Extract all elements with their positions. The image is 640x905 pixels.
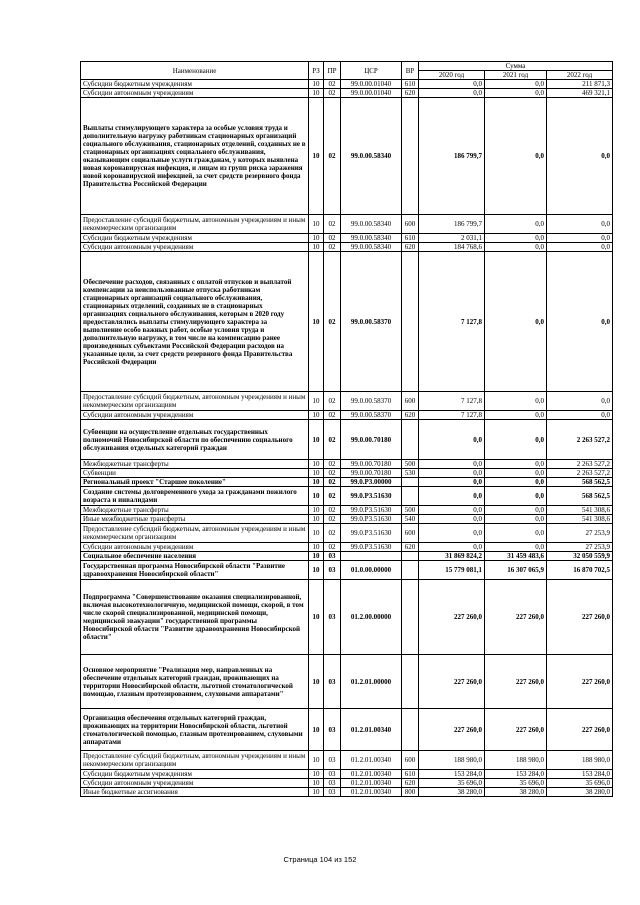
row-csr: 01.2.01.00340 bbox=[341, 709, 402, 751]
row-value-2021: 0,0 bbox=[485, 392, 547, 411]
row-pr: 02 bbox=[324, 234, 341, 243]
row-rz: 10 bbox=[309, 89, 324, 98]
row-csr: 01.2.01.00340 bbox=[341, 751, 402, 770]
row-name: Предоставление субсидий бюджетным, автономным учреждениям и иным некоммерческим организациям bbox=[81, 751, 309, 770]
row-name: Социальное обеспечение населения bbox=[81, 552, 309, 561]
row-rz: 10 bbox=[309, 215, 324, 234]
row-name: Основное мероприятие "Реализация мер, направленных на обеспечение отдельных категорий граждан, проживающих на территории Новосибирской области, льготной стоматологической помощью, глазным протезированием, слуховыми аппаратами" bbox=[81, 655, 309, 709]
row-value-2020: 7 127,8 bbox=[419, 392, 485, 411]
row-value-2020: 188 980,0 bbox=[419, 751, 485, 770]
row-csr: 99.0.00.70180 bbox=[341, 420, 402, 460]
row-vr: 610 bbox=[402, 770, 419, 779]
table-row bbox=[81, 561, 613, 580]
row-value-2021: 0,0 bbox=[485, 252, 547, 392]
row-vr: 620 bbox=[402, 89, 419, 98]
row-vr bbox=[402, 655, 419, 709]
table-row bbox=[81, 392, 613, 411]
row-value-2022: 0,0 bbox=[547, 243, 613, 252]
row-name: Субсидии автономным учреждениям bbox=[81, 543, 309, 552]
table-header bbox=[81, 62, 613, 80]
row-name: Межбюджетные трансферты bbox=[81, 460, 309, 469]
row-value-2020: 15 779 081,1 bbox=[419, 561, 485, 580]
row-csr: 99.0.00.58340 bbox=[341, 215, 402, 234]
row-csr bbox=[341, 552, 402, 561]
row-value-2022: 2 263 527,2 bbox=[547, 469, 613, 478]
row-pr: 02 bbox=[324, 515, 341, 524]
row-csr: 01.2.01.00340 bbox=[341, 779, 402, 788]
row-value-2021: 0,0 bbox=[485, 98, 547, 215]
table-row bbox=[81, 80, 613, 89]
table-row bbox=[81, 515, 613, 524]
row-name: Предоставление субсидий бюджетным, автономным учреждениям и иным некоммерческим организациям bbox=[81, 524, 309, 543]
row-vr: 800 bbox=[402, 788, 419, 797]
row-value-2020: 31 869 824,2 bbox=[419, 552, 485, 561]
row-rz: 10 bbox=[309, 478, 324, 487]
row-rz: 10 bbox=[309, 487, 324, 506]
row-rz: 10 bbox=[309, 460, 324, 469]
row-value-2021: 0,0 bbox=[485, 487, 547, 506]
header-name: Наименование bbox=[81, 62, 309, 80]
row-vr: 620 bbox=[402, 779, 419, 788]
table-row bbox=[81, 779, 613, 788]
row-value-2021: 0,0 bbox=[485, 411, 547, 420]
row-value-2021: 0,0 bbox=[485, 460, 547, 469]
budget-table-sheet bbox=[80, 61, 612, 797]
row-value-2021: 188 980,0 bbox=[485, 751, 547, 770]
row-value-2022: 0,0 bbox=[547, 252, 613, 392]
row-value-2020: 0,0 bbox=[419, 478, 485, 487]
row-csr: 99.0.P3.00000 bbox=[341, 478, 402, 487]
row-csr: 99.0.00.58340 bbox=[341, 234, 402, 243]
row-name: Обеспечение расходов, связанных с оплатой отпусков и выплатой компенсации за неиспользованные отпуска работникам стационарных организаций социального обслуживания, стационарных отделений, созданных не в стационарных организациях социального обслуживания, которым в 2020 году предоставлялись выплаты стимулирующего характера за выполнение особо важных работ, особые условия труда и дополнительную нагрузку, в том числе на компенсацию ранее произведенных субъектами Российской Федерации расходов на указанные цели, за счет средств резервного фонда Правительства Российской Федерации bbox=[81, 252, 309, 392]
row-value-2022: 568 562,5 bbox=[547, 487, 613, 506]
header-pr: ПР bbox=[324, 62, 341, 80]
table-row bbox=[81, 478, 613, 487]
row-rz: 10 bbox=[309, 392, 324, 411]
row-value-2020: 0,0 bbox=[419, 543, 485, 552]
row-vr: 500 bbox=[402, 506, 419, 515]
row-rz: 10 bbox=[309, 469, 324, 478]
header-2021: 2021 год bbox=[485, 71, 547, 80]
row-csr: 01.0.00.00000 bbox=[341, 561, 402, 580]
row-pr: 02 bbox=[324, 506, 341, 515]
row-value-2022: 2 263 527,2 bbox=[547, 460, 613, 469]
row-name: Субсидии бюджетным учреждениям bbox=[81, 234, 309, 243]
table-row bbox=[81, 215, 613, 234]
row-pr: 03 bbox=[324, 788, 341, 797]
row-value-2022: 27 253,9 bbox=[547, 524, 613, 543]
row-pr: 02 bbox=[324, 524, 341, 543]
row-value-2020: 227 260,0 bbox=[419, 655, 485, 709]
row-value-2022: 211 871,3 bbox=[547, 80, 613, 89]
row-value-2021: 153 284,0 bbox=[485, 770, 547, 779]
table-row bbox=[81, 770, 613, 779]
row-name: Субсидии автономным учреждениям bbox=[81, 243, 309, 252]
row-pr: 02 bbox=[324, 243, 341, 252]
row-name: Подпрограмма "Совершенствование оказания специализированной, включая высокотехнологичную, медицинской помощи, скорой, в том числе скорой специализированной, медицинской помощи, медицинской эвакуации" государственной программы Новосибирской области "Развитие здравоохранения Новосибирской области" bbox=[81, 580, 309, 655]
row-value-2021: 227 260,0 bbox=[485, 655, 547, 709]
row-rz: 10 bbox=[309, 655, 324, 709]
row-name: Иные бюджетные ассигнования bbox=[81, 788, 309, 797]
header-2022: 2022 год bbox=[547, 71, 613, 80]
row-value-2020: 0,0 bbox=[419, 420, 485, 460]
row-csr: 99.0.P3.51630 bbox=[341, 524, 402, 543]
row-vr: 500 bbox=[402, 460, 419, 469]
row-value-2021: 0,0 bbox=[485, 89, 547, 98]
row-rz: 10 bbox=[309, 770, 324, 779]
row-rz: 10 bbox=[309, 580, 324, 655]
row-value-2022: 227 260,0 bbox=[547, 709, 613, 751]
row-rz: 10 bbox=[309, 561, 324, 580]
row-name: Выплаты стимулирующего характера за особые условия труда и дополнительную нагрузку работникам стационарных организаций социального обслуживания, стационарных отделений, созданных не в стационарных организациях социального обслуживания, оказывающим социальные услуги гражданам, у которых выявлена новая коронавирусная инфекция, и лицам из групп риска заражения новой коронавирусной инфекцией, за счет средств резервного фонда Правительства Российской Федерации bbox=[81, 98, 309, 215]
row-value-2022: 568 562,5 bbox=[547, 478, 613, 487]
row-pr: 03 bbox=[324, 552, 341, 561]
row-name: Иные межбюджетные трансферты bbox=[81, 515, 309, 524]
row-name: Субсидии бюджетным учреждениям bbox=[81, 80, 309, 89]
row-value-2021: 0,0 bbox=[485, 478, 547, 487]
row-pr: 03 bbox=[324, 709, 341, 751]
row-value-2021: 35 696,0 bbox=[485, 779, 547, 788]
header-2020: 2020 год bbox=[419, 71, 485, 80]
row-csr: 99.0.00.01040 bbox=[341, 80, 402, 89]
row-value-2022: 2 263 527,2 bbox=[547, 420, 613, 460]
table-row bbox=[81, 252, 613, 392]
row-csr: 99.0.00.58370 bbox=[341, 411, 402, 420]
row-value-2021: 0,0 bbox=[485, 80, 547, 89]
row-value-2020: 227 260,0 bbox=[419, 580, 485, 655]
table-row bbox=[81, 460, 613, 469]
row-csr: 99.0.00.70180 bbox=[341, 469, 402, 478]
row-rz: 10 bbox=[309, 524, 324, 543]
row-value-2020: 0,0 bbox=[419, 515, 485, 524]
header-vr: ВР bbox=[402, 62, 419, 80]
row-name: Субсидии автономным учреждениям bbox=[81, 89, 309, 98]
table-row bbox=[81, 487, 613, 506]
row-rz: 10 bbox=[309, 515, 324, 524]
row-pr: 02 bbox=[324, 252, 341, 392]
row-value-2022: 27 253,9 bbox=[547, 543, 613, 552]
row-pr: 03 bbox=[324, 751, 341, 770]
row-vr bbox=[402, 709, 419, 751]
row-pr: 03 bbox=[324, 770, 341, 779]
row-vr: 540 bbox=[402, 515, 419, 524]
row-value-2021: 0,0 bbox=[485, 234, 547, 243]
row-pr: 02 bbox=[324, 469, 341, 478]
budget-table bbox=[80, 61, 613, 797]
page-number: Страница 104 из 152 bbox=[283, 855, 357, 864]
row-pr: 03 bbox=[324, 779, 341, 788]
row-value-2020: 227 260,0 bbox=[419, 709, 485, 751]
row-value-2021: 227 260,0 bbox=[485, 709, 547, 751]
row-vr: 620 bbox=[402, 243, 419, 252]
row-pr: 02 bbox=[324, 89, 341, 98]
row-vr bbox=[402, 420, 419, 460]
row-rz: 10 bbox=[309, 243, 324, 252]
row-value-2022: 16 870 702,5 bbox=[547, 561, 613, 580]
row-value-2022: 0,0 bbox=[547, 411, 613, 420]
row-vr bbox=[402, 552, 419, 561]
row-csr: 01.2.00.00000 bbox=[341, 580, 402, 655]
row-value-2020: 2 031,1 bbox=[419, 234, 485, 243]
row-value-2020: 153 284,0 bbox=[419, 770, 485, 779]
row-value-2021: 0,0 bbox=[485, 420, 547, 460]
row-name: Организация обеспечения отдельных категорий граждан, проживающих на территории Новосибирской области, льготной стоматологической помощью, глазным протезированием, слуховыми аппаратами bbox=[81, 709, 309, 751]
table-row bbox=[81, 543, 613, 552]
row-vr bbox=[402, 252, 419, 392]
row-value-2021: 0,0 bbox=[485, 543, 547, 552]
row-value-2021: 31 459 483,6 bbox=[485, 552, 547, 561]
table-row bbox=[81, 655, 613, 709]
row-pr: 02 bbox=[324, 98, 341, 215]
row-name: Субвенции bbox=[81, 469, 309, 478]
table-row bbox=[81, 524, 613, 543]
row-value-2020: 186 799,7 bbox=[419, 215, 485, 234]
row-vr: 600 bbox=[402, 215, 419, 234]
row-value-2022: 153 284,0 bbox=[547, 770, 613, 779]
row-value-2020: 0,0 bbox=[419, 89, 485, 98]
row-value-2022: 0,0 bbox=[547, 215, 613, 234]
row-vr: 600 bbox=[402, 392, 419, 411]
row-pr: 03 bbox=[324, 580, 341, 655]
row-name: Субсидии автономным учреждениям bbox=[81, 411, 309, 420]
row-value-2021: 0,0 bbox=[485, 469, 547, 478]
row-value-2020: 184 768,6 bbox=[419, 243, 485, 252]
header-csr: ЦСР bbox=[341, 62, 402, 80]
table-row bbox=[81, 243, 613, 252]
row-csr: 01.2.01.00340 bbox=[341, 770, 402, 779]
row-value-2021: 227 260,0 bbox=[485, 580, 547, 655]
row-pr: 03 bbox=[324, 561, 341, 580]
row-value-2020: 7 127,8 bbox=[419, 411, 485, 420]
row-value-2022: 0,0 bbox=[547, 234, 613, 243]
row-vr bbox=[402, 98, 419, 215]
row-rz: 10 bbox=[309, 709, 324, 751]
row-rz: 10 bbox=[309, 98, 324, 215]
row-name: Субвенции на осуществление отдельных государственных полномочий Новосибирской области по обеспечению социального обслуживания отдельных категорий граждан bbox=[81, 420, 309, 460]
row-vr bbox=[402, 487, 419, 506]
row-rz: 10 bbox=[309, 420, 324, 460]
row-pr: 02 bbox=[324, 543, 341, 552]
row-vr: 620 bbox=[402, 543, 419, 552]
row-value-2022: 0,0 bbox=[547, 98, 613, 215]
row-value-2022: 188 980,0 bbox=[547, 751, 613, 770]
row-value-2022: 541 308,6 bbox=[547, 506, 613, 515]
row-name: Государственная программа Новосибирской области "Развитие здравоохранения Новосибирской области" bbox=[81, 561, 309, 580]
row-pr: 02 bbox=[324, 487, 341, 506]
table-body bbox=[81, 80, 613, 797]
row-vr: 600 bbox=[402, 751, 419, 770]
row-value-2022: 227 260,0 bbox=[547, 580, 613, 655]
row-value-2021: 0,0 bbox=[485, 524, 547, 543]
row-rz: 10 bbox=[309, 234, 324, 243]
row-value-2022: 0,0 bbox=[547, 392, 613, 411]
row-csr: 99.0.P3.51630 bbox=[341, 515, 402, 524]
row-vr bbox=[402, 561, 419, 580]
row-vr bbox=[402, 478, 419, 487]
row-rz: 10 bbox=[309, 788, 324, 797]
row-csr: 99.0.P3.51630 bbox=[341, 487, 402, 506]
table-row bbox=[81, 580, 613, 655]
row-value-2022: 227 260,0 bbox=[547, 655, 613, 709]
row-value-2021: 0,0 bbox=[485, 243, 547, 252]
row-value-2020: 0,0 bbox=[419, 506, 485, 515]
table-row bbox=[81, 506, 613, 515]
row-vr: 610 bbox=[402, 234, 419, 243]
header-sum: Сумма bbox=[419, 62, 613, 71]
row-csr: 99.0.00.58340 bbox=[341, 243, 402, 252]
row-rz: 10 bbox=[309, 779, 324, 788]
row-csr: 99.0.P3.51630 bbox=[341, 543, 402, 552]
row-csr: 99.0.00.70180 bbox=[341, 460, 402, 469]
row-value-2022: 38 280,0 bbox=[547, 788, 613, 797]
row-rz: 10 bbox=[309, 506, 324, 515]
row-pr: 02 bbox=[324, 392, 341, 411]
row-value-2021: 0,0 bbox=[485, 506, 547, 515]
row-name: Субсидии автономным учреждениям bbox=[81, 779, 309, 788]
row-csr: 01.2.01.00340 bbox=[341, 788, 402, 797]
row-rz: 10 bbox=[309, 411, 324, 420]
row-value-2020: 0,0 bbox=[419, 524, 485, 543]
row-rz: 10 bbox=[309, 80, 324, 89]
table-row bbox=[81, 98, 613, 215]
row-csr: 99.0.00.01040 bbox=[341, 89, 402, 98]
table-row bbox=[81, 751, 613, 770]
table-row bbox=[81, 788, 613, 797]
row-value-2020: 0,0 bbox=[419, 487, 485, 506]
table-row bbox=[81, 420, 613, 460]
table-row bbox=[81, 552, 613, 561]
row-name: Предоставление субсидий бюджетным, автономным учреждениям и иным некоммерческим организациям bbox=[81, 215, 309, 234]
row-value-2022: 541 308,6 bbox=[547, 515, 613, 524]
table-row bbox=[81, 709, 613, 751]
row-pr: 02 bbox=[324, 460, 341, 469]
row-rz: 10 bbox=[309, 751, 324, 770]
row-value-2021: 38 280,0 bbox=[485, 788, 547, 797]
row-csr: 99.0.00.58370 bbox=[341, 252, 402, 392]
row-csr: 99.0.P3.51630 bbox=[341, 506, 402, 515]
row-pr: 02 bbox=[324, 411, 341, 420]
row-value-2020: 0,0 bbox=[419, 80, 485, 89]
table-row bbox=[81, 89, 613, 98]
row-pr: 02 bbox=[324, 420, 341, 460]
row-value-2020: 7 127,8 bbox=[419, 252, 485, 392]
row-value-2022: 35 696,0 bbox=[547, 779, 613, 788]
row-name: Субсидии бюджетным учреждениям bbox=[81, 770, 309, 779]
row-value-2020: 35 696,0 bbox=[419, 779, 485, 788]
row-value-2020: 186 799,7 bbox=[419, 98, 485, 215]
row-rz: 10 bbox=[309, 552, 324, 561]
row-value-2021: 0,0 bbox=[485, 515, 547, 524]
row-name: Межбюджетные трансферты bbox=[81, 506, 309, 515]
row-value-2021: 0,0 bbox=[485, 215, 547, 234]
header-rz: РЗ bbox=[309, 62, 324, 80]
row-pr: 02 bbox=[324, 215, 341, 234]
row-vr: 530 bbox=[402, 469, 419, 478]
row-vr: 610 bbox=[402, 80, 419, 89]
table-row bbox=[81, 469, 613, 478]
row-value-2020: 0,0 bbox=[419, 469, 485, 478]
row-csr: 01.2.01.00000 bbox=[341, 655, 402, 709]
row-vr: 620 bbox=[402, 411, 419, 420]
row-vr bbox=[402, 580, 419, 655]
row-value-2020: 38 280,0 bbox=[419, 788, 485, 797]
row-value-2022: 32 050 559,9 bbox=[547, 552, 613, 561]
row-value-2021: 16 307 065,9 bbox=[485, 561, 547, 580]
row-rz: 10 bbox=[309, 252, 324, 392]
row-value-2022: 469 321,1 bbox=[547, 89, 613, 98]
row-csr: 99.0.00.58340 bbox=[341, 98, 402, 215]
row-name: Создание системы долговременного ухода за гражданами пожилого возраста и инвалидами bbox=[81, 487, 309, 506]
row-rz: 10 bbox=[309, 543, 324, 552]
row-pr: 02 bbox=[324, 80, 341, 89]
table-row bbox=[81, 234, 613, 243]
row-csr: 99.0.00.58370 bbox=[341, 392, 402, 411]
row-pr: 03 bbox=[324, 655, 341, 709]
row-vr: 600 bbox=[402, 524, 419, 543]
row-name: Региональный проект "Старшее поколение" bbox=[81, 478, 309, 487]
table-row bbox=[81, 411, 613, 420]
row-pr: 02 bbox=[324, 478, 341, 487]
row-name: Предоставление субсидий бюджетным, автономным учреждениям и иным некоммерческим организациям bbox=[81, 392, 309, 411]
row-value-2020: 0,0 bbox=[419, 460, 485, 469]
